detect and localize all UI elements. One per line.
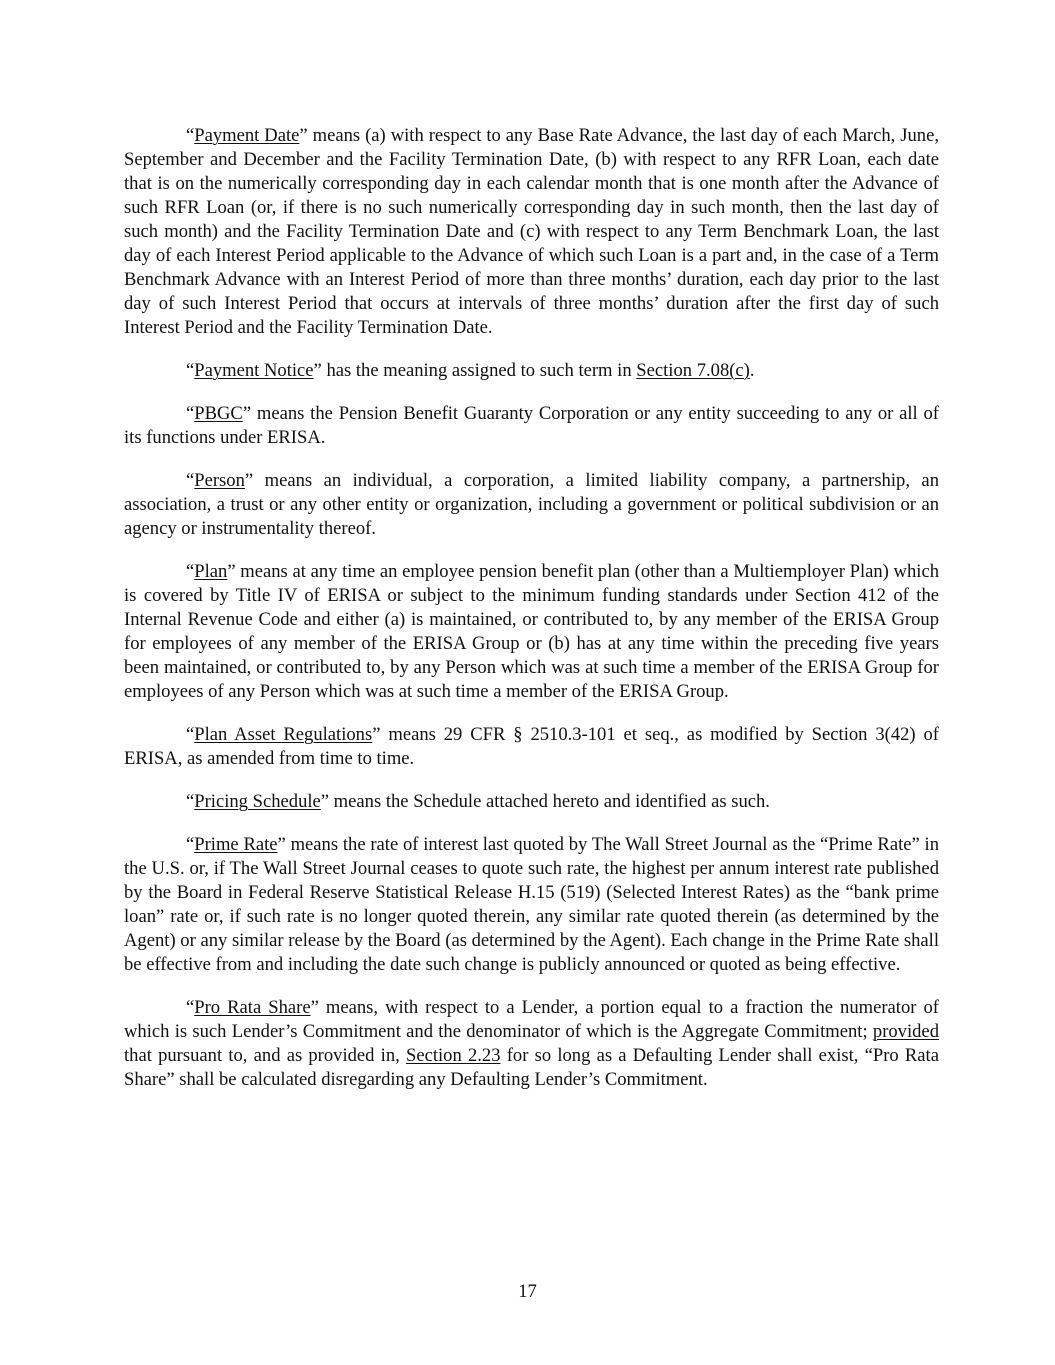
definition-text: ” means, with respect to a Lender, a portion equal to a fraction the numerator of which is such Lender’s Commitment and the denominator of which is the Aggregate Commitment; (124, 997, 939, 1042)
definition-text: that pursuant to, and as provided in, (124, 1045, 406, 1066)
definition-text: ” means the rate of interest last quoted by The Wall Street Journal as the “Prime Rate” in the U.S. or, if The Wall Street Journal ceases to quote such rate, the highest per annum interest rate published by the Board in Federal Reserve Statistical Release H.15 (519) (Selected Interest Rates) as the “bank prime loan” rate or, if such rate is no longer quoted therein, any similar rate quoted therein (as determined by the Agent) or any similar release by the Board (as determined by the Agent). Each change in the Prime Rate shall be effective from and including the date such change is publicly announced or quoted as being effective. (124, 834, 940, 975)
definition-text: “ (186, 561, 195, 582)
document-page (124, 124, 939, 1111)
definition-paragraph (124, 996, 939, 1092)
defined-term: Prime Rate (194, 834, 278, 855)
definition-text: ” means 29 CFR § 2510.3-101 et seq., as modified by Section 3(42) of ERISA, as amended from time to time. (124, 724, 939, 769)
defined-term: Pricing Schedule (194, 791, 321, 812)
defined-term: Plan Asset Regulations (194, 724, 373, 745)
definition-text: “ (186, 403, 195, 424)
cross-reference: Section 7.08(c) (636, 360, 750, 381)
definition-paragraph (124, 723, 939, 771)
definition-paragraph (124, 359, 939, 383)
cross-reference: provided (872, 1021, 939, 1042)
definition-text: ” has the meaning assigned to such term in (313, 360, 637, 381)
defined-term: Payment Date (194, 125, 300, 146)
definition-paragraph (124, 560, 939, 704)
definition-text: “ (186, 125, 195, 146)
defined-term: Payment Notice (194, 360, 314, 381)
definition-paragraph (124, 790, 939, 814)
definition-paragraph (124, 469, 939, 541)
definition-text: ” means the Pension Benefit Guaranty Corporation or any entity succeeding to any or all of its functions under ERISA. (124, 403, 939, 448)
definition-text: ” means at any time an employee pension benefit plan (other than a Multiemployer Plan) which is covered by Title IV of ERISA or subject to the minimum funding standards under Section 412 of the Internal Revenue Code and either (a) is maintained, or contributed to, by any member of the ERISA Group for employees of any member of the ERISA Group or (b) has at any time within the preceding five years been maintained, or contributed to, by any Person which was at such time a member of the ERISA Group for employees of any Person which was at such time a member of the ERISA Group. (124, 561, 939, 702)
definition-text: “ (186, 360, 195, 381)
definition-text: “ (186, 724, 195, 745)
cross-reference: Section 2.23 (406, 1045, 501, 1066)
definition-paragraph (124, 833, 939, 977)
defined-term: PBGC (194, 403, 243, 424)
definition-text: . (749, 360, 755, 381)
defined-term: Person (194, 470, 245, 491)
definition-text: for so long as a Defaulting Lender shall exist, “Pro Rata Share” shall be calculated disregarding any Defaulting Lender’s Commitment. (124, 1045, 939, 1090)
definition-text: ” means an individual, a corporation, a limited liability company, a partnership, an association, a trust or any other entity or organization, including a government or political subdivision or an agency or instrumentality thereof. (124, 470, 939, 539)
defined-term: Plan (194, 561, 228, 582)
definition-text: ” means the Schedule attached hereto and identified as such. (320, 791, 770, 812)
defined-term: Pro Rata Share (194, 997, 311, 1018)
definition-text: “ (186, 470, 195, 491)
definition-text: “ (186, 997, 195, 1018)
page-number: 17 (518, 1281, 537, 1302)
definitions-list (124, 124, 939, 1092)
definition-paragraph (124, 124, 939, 340)
definition-paragraph (124, 402, 939, 450)
definition-text: “ (186, 834, 195, 855)
definition-text: “ (186, 791, 195, 812)
definition-text: ” means (a) with respect to any Base Rate Advance, the last day of each March, June, September and December and the Facility Termination Date, (b) with respect to any RFR Loan, each date that is on the numerically corresponding day in each calendar month that is one month after the Advance of such RFR Loan (or, if there is no such numerically corresponding day in such month, then the last day of such month) and the Facility Termination Date and (c) with respect to any Term Benchmark Loan, the last day of each Interest Period applicable to the Advance of which such Loan is a part and, in the case of a Term Benchmark Advance with an Interest Period of more than three months’ duration, each day prior to the last day of such Interest Period that occurs at intervals of three months’ duration after the first day of such Interest Period and the Facility Termination Date. (124, 125, 939, 338)
